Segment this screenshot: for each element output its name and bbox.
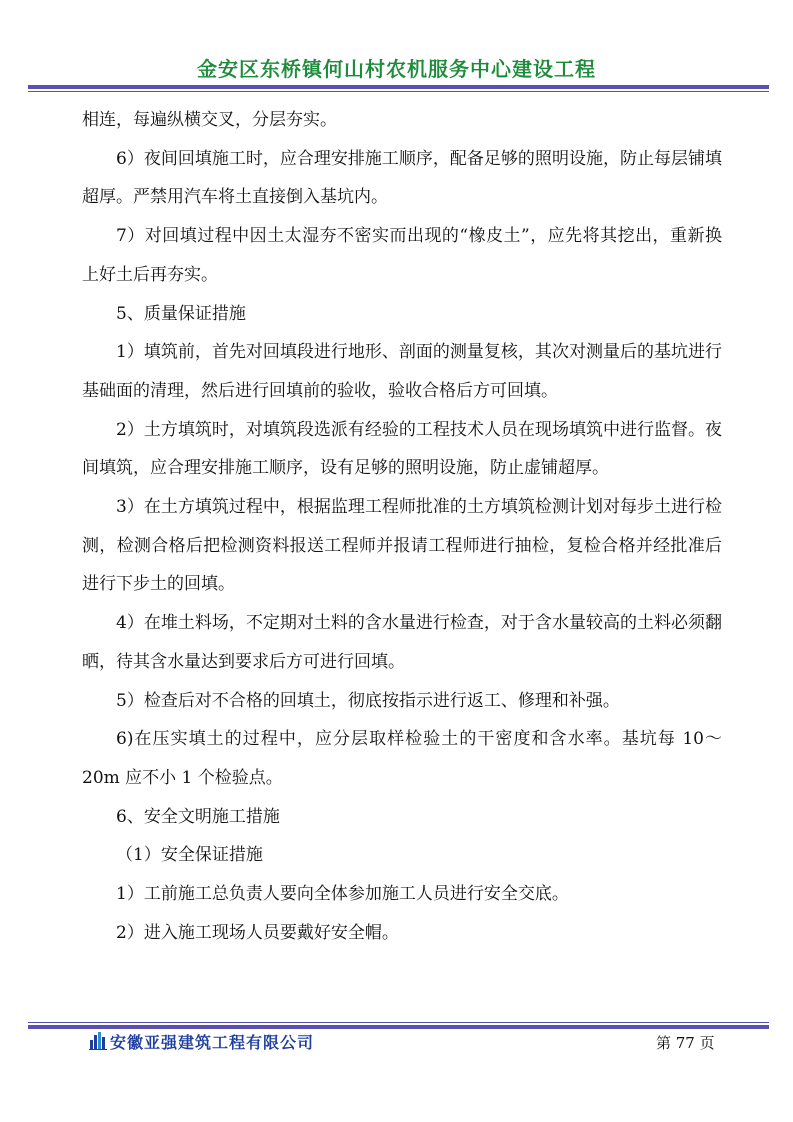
page-number: 第 77 页 — [656, 1034, 715, 1052]
paragraph: 相连，每遍纵横交叉，分层夯实。 — [82, 110, 337, 130]
document-body — [82, 101, 722, 952]
paragraph: 6)在压实填土的过程中，应分层取样检验土的干密度和含水率。基坑每 10～20m 应不小 1 个检验点。 — [82, 729, 722, 788]
paragraph: 6）夜间回填施工时，应合理安排施工顺序，配备足够的照明设施，防止每层铺填超厚。严禁用汽车将土直接倒入基坑内。 — [82, 148, 722, 208]
paragraph: 2）进入施工现场人员要戴好安全帽。 — [116, 922, 399, 943]
paragraph: 5）检查后对不合格的回填土，彻底按指示进行返工、修理和补强。 — [116, 690, 620, 711]
section-heading: 5、质量保证措施 — [116, 303, 246, 324]
paragraph: 3）在土方填筑过程中，根据监理工程师批准的土方填筑检测计划对每步土进行检测，检测合格后把检测资料报送工程师并报请工程师进行抽检，复检合格并经批准后进行下步土的回填。 — [82, 497, 722, 595]
building-logo-icon — [89, 1032, 107, 1050]
page-title: 金安区东桥镇何山村农机服务中心建设工程 — [197, 57, 596, 81]
paragraph: 1）工前施工总负责人要向全体参加施工人员进行安全交底。 — [116, 884, 569, 905]
footer-rule-thick — [28, 1025, 769, 1029]
paragraph: 2）土方填筑时，对填筑段选派有经验的工程技术人员在现场填筑中进行监督。夜间填筑，应合理安排施工顺序，设有足够的照明设施，防止虚铺超厚。 — [82, 419, 722, 479]
paragraph: 4）在堆土料场，不定期对土料的含水量进行检查，对于含水量较高的土料必须翻晒，待其含水量达到要求后方可进行回填。 — [82, 613, 722, 672]
header-rule-thick — [28, 85, 769, 89]
paragraph: 1）填筑前，首先对回填段进行地形、剖面的测量复核，其次对测量后的基坑进行基础面的清理，然后进行回填前的验收，验收合格后方可回填。 — [82, 342, 722, 401]
footer-rule-thin — [28, 1022, 769, 1023]
subsection-heading: （1）安全保证措施 — [116, 845, 263, 866]
header-rule-thin — [28, 91, 769, 92]
section-heading: 6、安全文明施工措施 — [116, 806, 280, 827]
company-name: 安徽亚强建筑工程有限公司 — [110, 1033, 315, 1052]
paragraph: 7）对回填过程中因土太湿夯不密实而出现的“橡皮土”，应先将其挖出，重新换上好土后再夯实。 — [82, 226, 722, 285]
